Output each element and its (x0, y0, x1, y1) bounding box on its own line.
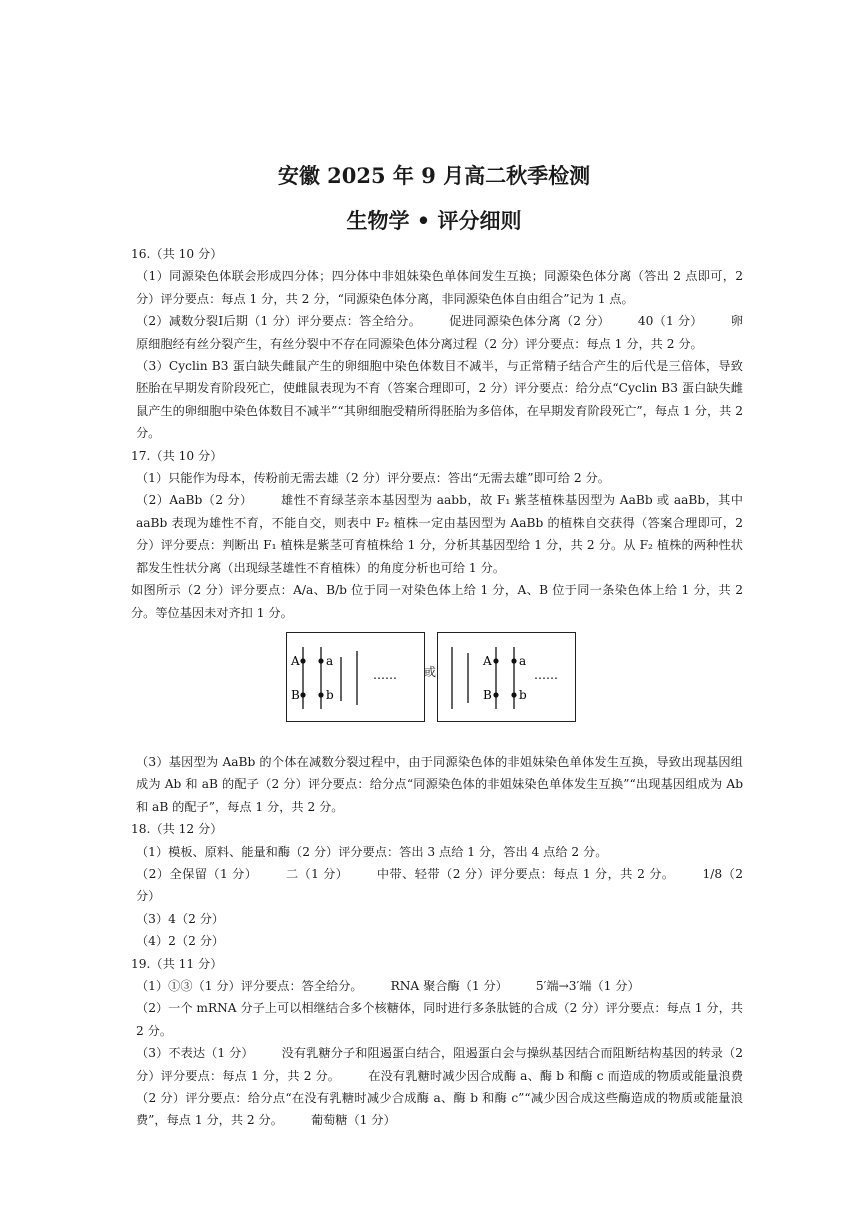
gene-locus-dot (511, 692, 516, 697)
q17-part3: （3）基因型为 AaBb 的个体在减数分裂过程中，由于同源染色体的非姐妹染色单体发生互换，导致出现基因组成为 Ab 和 aB 的配子（2 分）评分要点：给分点“同源染色体的非姐妹染色单体发生互换”“出现基因组成为 Ab 和 aB 的配子”，每点 1 分，共 2 分。 (136, 754, 743, 814)
chromosome-figure (131, 624, 743, 751)
q19-part2: （2）一个 mRNA 分子上可以相继结合多个核糖体，同时进行多条肽链的合成（2 分）评分要点：每点 1 分，共 2 分。 (136, 1001, 743, 1038)
q16-part3: （3）Cyclin B3 蛋白缺失雌鼠产生的卵细胞中染色体数目不减半，与正常精子结合产生的后代是三倍体，导致胚胎在早期发育阶段死亡，使雌鼠表现为不育（答案合理即可，2 分）评分要点：给分点“Cyclin B3 蛋白缺失雌鼠产生的卵细胞中染色体数目不减半”“其卵细胞受精所得胚胎为多倍体，在早期发育阶段死亡”，每点 1 分，共 2 分。 (136, 359, 743, 441)
gene-locus-dot (300, 658, 305, 663)
q17-part2-figure-note: 如图所示（2 分）评分要点：A/a、B/b 位于同一对染色体上给 1 分，A、B 位于同一条染色体上给 1 分，共 2 分。等位基因未对齐扣 1 分。 (131, 583, 743, 620)
q19-part3-c: 在没有乳糖时减少因合成酶 a、酶 b 和酶 c 而造成的物质或能量浪费（2 分）评分要点：给分点“在没有乳糖时减少合成酶 a、酶 b 和酶 c”“减少因合成这些酶造成的物质或能量浪费”，每点 1 分，共 2 分。 (136, 1068, 744, 1128)
q18-part4: （4）2（2 分） (136, 934, 225, 949)
q17-part1: （1）只能作为母本，传粉前无需去雄（2 分）评分要点：答出“无需去雄”即可给 2 分。 (136, 471, 610, 486)
q16-part2-c: 40（1 分） (637, 314, 703, 329)
gene-label-a: a (519, 653, 527, 668)
q16-part2-b: 促进同源染色体分离（2 分） (449, 314, 610, 329)
q17-part2-a: （2）AaBb（2 分） (136, 493, 253, 508)
q18-part1: （1）模板、原料、能量和酶（2 分）评分要点：答出 3 点给 1 分，答出 4 点给 2 分。 (136, 844, 608, 859)
q19-heading: 19.（共 11 分） (131, 956, 223, 971)
gene-label-a: a (326, 653, 334, 668)
document-title: 安徽 2025 年 9 月高二秋季检测 (277, 163, 591, 188)
q18-part2-a: （2）全保留（1 分） (136, 866, 258, 881)
gene-label-b: b (326, 687, 334, 702)
document-subtitle: 生物学 • 评分细则 (346, 208, 522, 233)
q16-part1: （1）同源染色体联会形成四分体；四分体中非姐妹染色单体间发生互换；同源染色体分离（答出 2 点即可，2 分）评分要点：每点 1 分，共 2 分，“同源染色体分离，非同源染色体自由组合”记为 1 点。 (136, 269, 743, 306)
q17-part2 (131, 489, 743, 579)
q19-part3-d: 葡萄糖（1 分） (310, 1113, 396, 1128)
gene-label-B: B (483, 687, 492, 702)
ellipsis-label: …… (373, 667, 397, 682)
q16-part2 (131, 310, 743, 355)
q19-part3 (131, 1042, 743, 1132)
ellipsis-label: …… (534, 667, 558, 682)
q19-part1-b: RNA 聚合酶（1 分） (390, 978, 508, 993)
q16-heading: 16.（共 10 分） (131, 247, 223, 261)
chromosome-diagram-2-svg (438, 633, 575, 721)
gene-label-A: A (483, 653, 492, 668)
q17-heading: 17.（共 10 分） (131, 448, 223, 463)
q18-part2-c: 中带、轻带（2 分）评分要点：每点 1 分，共 2 分。 (376, 866, 675, 881)
q16-part2-a: （2）减数分裂Ⅰ后期（1 分）评分要点：答全给分。 (136, 314, 422, 329)
q19-part1 (131, 975, 743, 997)
gene-label-B: B (291, 687, 300, 702)
q18-heading: 18.（共 12 分） (131, 822, 223, 837)
gene-locus-dot (318, 692, 323, 697)
chromosome-diagram-2 (437, 632, 576, 722)
gene-label-A: A (291, 653, 300, 668)
q16-part2-d: 卵原细胞经有丝分裂产生，有丝分裂中不存在同源染色体分离过程（2 分）评分要点：每点 1 分，共 2 分。 (136, 314, 744, 351)
chromosome-diagram-1-svg (287, 633, 424, 721)
chromosome-diagram-1 (286, 632, 425, 722)
q19-part3-b: 没有乳糖分子和阻遏蛋白结合，阻遏蛋白会与操纵基因结合而阻断结构基因的转录（2 分）评分要点：每点 1 分，共 2 分。 (136, 1046, 743, 1083)
or-label: 或 (424, 664, 437, 679)
q18-part2-d: 1/8（2 分） (136, 866, 743, 904)
q17-part2-b: 雄性不育绿茎亲本基因型为 aabb，故 F₁ 紫茎植株基因型为 AaBb 或 aaBb，其中 aaBb 表现为雄性不育，不能自交，则表中 F₂ 植株一定由基因型为 AaBb 的植株自交获得（答案合理即可，2 分）评分要点：判断出 F₁ 植株是紫茎可育植株给 1 分，分析其基因型给 1 分，共 2 分。从 F₂ 植株的两种性状都发生性状分离（出现绿茎雄性不育植株）的角度分析也可给 1 分。 (136, 493, 743, 575)
q18-part3: （3）4（2 分） (136, 911, 225, 926)
q18-part2-b: 二（1 分） (285, 866, 349, 881)
gene-locus-dot (511, 658, 516, 663)
q19-part1-c: 5′端→3′端（1 分） (535, 978, 640, 993)
document-body (131, 243, 743, 1132)
gene-locus-dot (493, 658, 498, 663)
gene-locus-dot (493, 692, 498, 697)
q19-part1-a: （1）①③（1 分）评分要点：答全给分。 (136, 978, 363, 993)
gene-locus-dot (300, 692, 305, 697)
gene-locus-dot (318, 658, 323, 663)
q19-part3-a: （3）不表达（1 分） (136, 1046, 254, 1061)
gene-label-b: b (519, 687, 527, 702)
q18-part2 (131, 863, 743, 908)
